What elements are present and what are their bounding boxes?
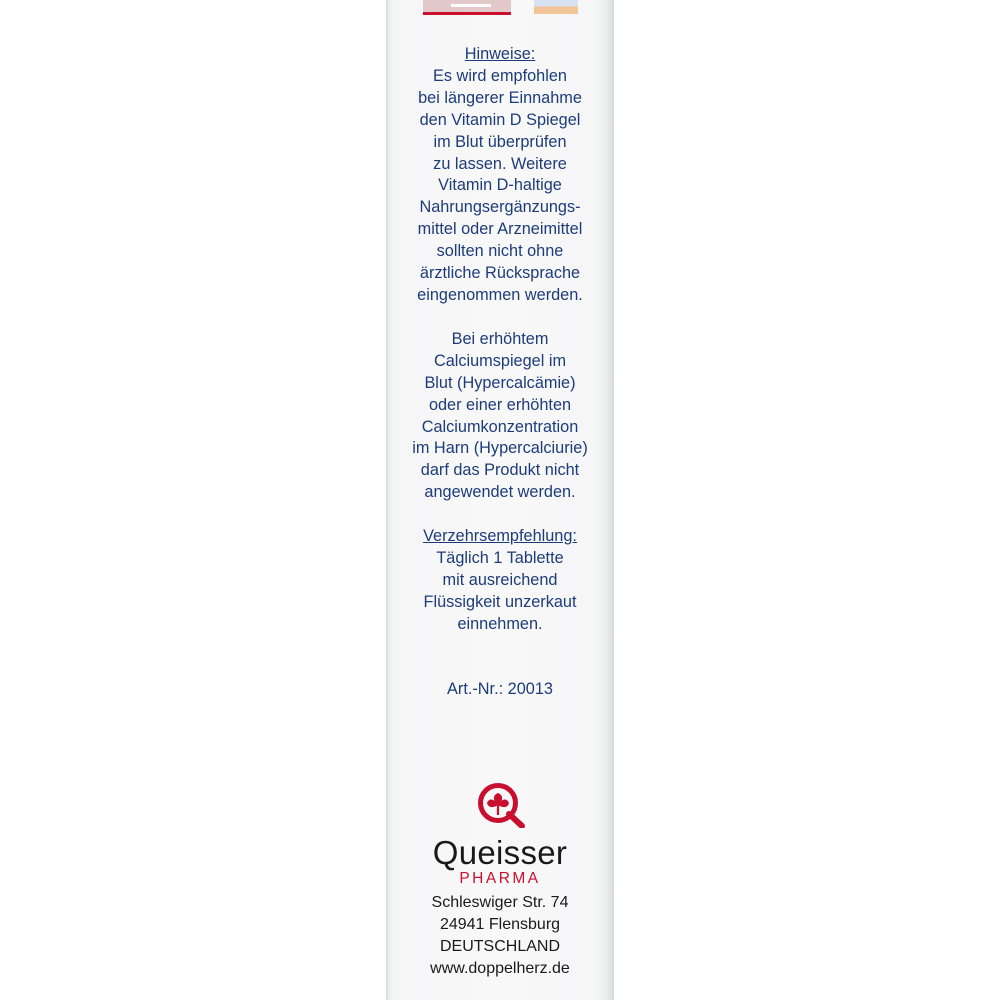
hinweise-line: eingenommen werden. [417, 285, 583, 304]
address-city: 24941 Flensburg [439, 916, 561, 933]
address-street: Schleswiger Str. 74 [431, 894, 569, 911]
verzehr-line: mit ausreichend [442, 570, 558, 589]
warning-line: Calciumspiegel im [433, 351, 567, 370]
warning-paragraph [386, 329, 614, 504]
hinweise-paragraph [386, 66, 614, 307]
hinweise-line: bei längerer Einnahme [418, 88, 582, 107]
warning-line: angewendet werden. [424, 483, 576, 502]
package-top-edge [420, 0, 580, 14]
hinweise-line: Es wird empfohlen [433, 66, 567, 85]
warning-line: oder einer erhöhten [428, 395, 572, 414]
hinweise-line: sollten nicht ohne [436, 242, 564, 261]
red-label-strip [423, 0, 511, 15]
hinweise-line: im Blut überprüfen [433, 132, 567, 151]
verzehr-paragraph [386, 548, 614, 636]
brand-sub: PHARMA [459, 870, 541, 887]
verzehr-line: einnehmen. [457, 614, 543, 633]
warning-line: Calciumkonzentration [421, 417, 579, 436]
verzehr-line: Täglich 1 Tablette [436, 549, 564, 568]
address-country: DEUTSCHLAND [439, 938, 560, 955]
blue-label-strip [534, 0, 578, 14]
brand-block [386, 780, 614, 888]
queisser-leaf-q-logo-icon [473, 780, 527, 828]
warning-line: darf das Produkt nicht [420, 461, 580, 480]
hinweise-line: den Vitamin D Spiegel [419, 110, 581, 129]
hinweise-line: ärztliche Rücksprache [419, 264, 581, 283]
warning-line: Bei erhöhtem [451, 329, 549, 348]
website-link: www.doppelherz.de [430, 960, 570, 977]
info-text-column [386, 44, 614, 701]
hinweise-line: Nahrungsergänzungs- [419, 198, 581, 217]
hinweise-heading: Hinweise: [464, 45, 536, 63]
verzehr-heading: Verzehrsempfehlung: [423, 527, 577, 546]
warning-line: im Harn (Hypercalciurie) [412, 439, 588, 458]
hinweise-line: mittel oder Arzneimittel [417, 220, 583, 239]
warning-line: Blut (Hypercalcämie) [424, 373, 576, 392]
hinweise-line: Vitamin D-haltige [438, 176, 562, 195]
company-address [386, 892, 614, 980]
brand-name: Queisser [432, 834, 568, 871]
verzehr-line: Flüssigkeit unzerkaut [423, 592, 577, 611]
article-number: Art.-Nr.: 20013 [447, 679, 553, 698]
hinweise-line: zu lassen. Weitere [433, 154, 567, 173]
